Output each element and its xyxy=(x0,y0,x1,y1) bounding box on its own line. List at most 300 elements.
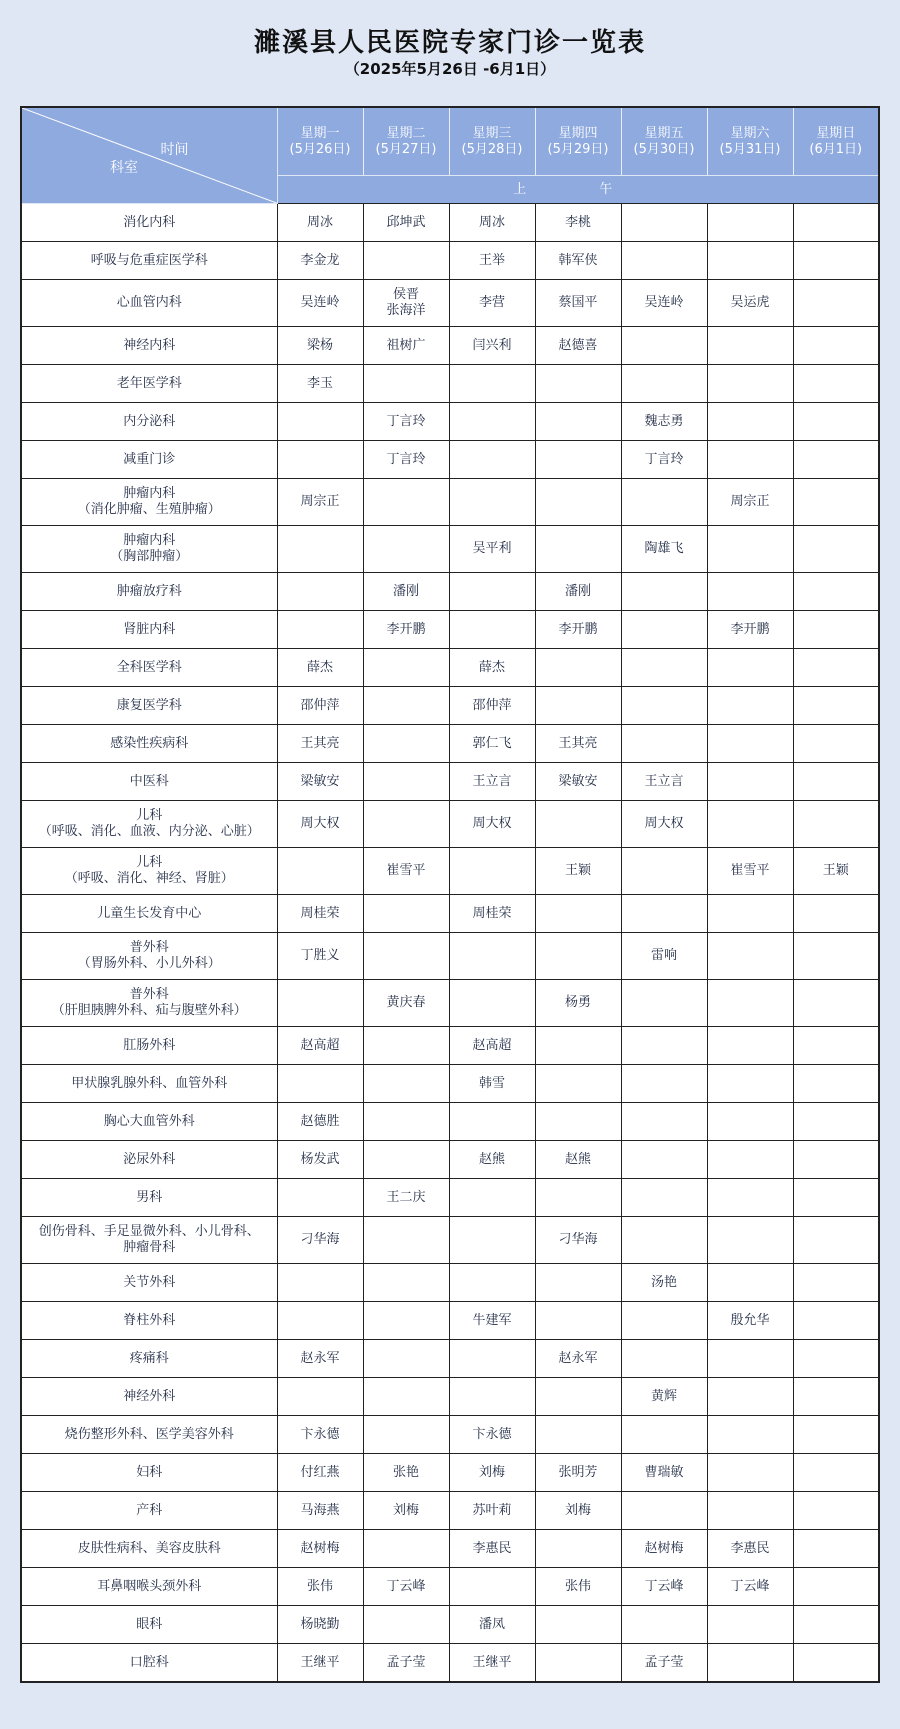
doctor-cell xyxy=(277,526,363,573)
department-cell: 口腔科 xyxy=(21,1644,277,1683)
department-cell: 全科医学科 xyxy=(21,649,277,687)
doctor-cell xyxy=(277,1179,363,1217)
table-row xyxy=(21,526,879,573)
department-cell: 皮肤性病科、美容皮肤科 xyxy=(21,1530,277,1568)
table-row xyxy=(21,1141,879,1179)
doctor-cell xyxy=(621,479,707,526)
doctor-cell: 殷允华 xyxy=(707,1302,793,1340)
doctor-cell: 李开鹏 xyxy=(363,611,449,649)
doctor-cell: 刘梅 xyxy=(363,1492,449,1530)
department-cell: 耳鼻咽喉头颈外科 xyxy=(21,1568,277,1606)
doctor-cell xyxy=(793,365,879,403)
department-cell: 肿瘤内科 （胸部肿瘤） xyxy=(21,526,277,573)
corner-dept-label: 科室 xyxy=(110,160,138,176)
doctor-cell: 张明芳 xyxy=(535,1454,621,1492)
doctor-cell: 周大权 xyxy=(277,801,363,848)
doctor-cell: 王继平 xyxy=(449,1644,535,1683)
doctor-cell: 韩军侠 xyxy=(535,242,621,280)
department-cell: 妇科 xyxy=(21,1454,277,1492)
doctor-cell xyxy=(793,1217,879,1264)
doctor-cell: 刘梅 xyxy=(449,1454,535,1492)
doctor-cell xyxy=(535,1264,621,1302)
doctor-cell xyxy=(277,980,363,1027)
doctor-cell xyxy=(449,1103,535,1141)
doctor-cell: 丁云峰 xyxy=(363,1568,449,1606)
diagonal-divider xyxy=(22,108,277,203)
day-name: 星期一 xyxy=(300,125,340,141)
table-row xyxy=(21,725,879,763)
doctor-cell: 崔雪平 xyxy=(707,848,793,895)
department-cell: 产科 xyxy=(21,1492,277,1530)
doctor-cell xyxy=(707,801,793,848)
table-row xyxy=(21,204,879,242)
department-cell: 肛肠外科 xyxy=(21,1027,277,1065)
doctor-cell: 黄辉 xyxy=(621,1378,707,1416)
doctor-cell xyxy=(793,526,879,573)
doctor-cell xyxy=(277,573,363,611)
department-cell: 普外科 （胃肠外科、小儿外科） xyxy=(21,933,277,980)
doctor-cell xyxy=(449,611,535,649)
doctor-cell xyxy=(449,1179,535,1217)
day-name: 星期四 xyxy=(558,125,598,141)
doctor-cell xyxy=(621,1065,707,1103)
doctor-cell xyxy=(621,1492,707,1530)
doctor-cell: 梁敏安 xyxy=(535,763,621,801)
department-cell: 眼科 xyxy=(21,1606,277,1644)
day-name: 星期二 xyxy=(386,125,426,141)
doctor-cell: 吴连岭 xyxy=(277,280,363,327)
doctor-cell xyxy=(535,403,621,441)
table-row xyxy=(21,980,879,1027)
doctor-cell xyxy=(707,933,793,980)
doctor-cell xyxy=(621,1606,707,1644)
doctor-cell: 王二庆 xyxy=(363,1179,449,1217)
doctor-cell xyxy=(707,1217,793,1264)
doctor-cell xyxy=(621,649,707,687)
doctor-cell: 王颖 xyxy=(793,848,879,895)
doctor-cell xyxy=(707,403,793,441)
doctor-cell: 丁言玲 xyxy=(363,403,449,441)
table-row xyxy=(21,801,879,848)
doctor-cell xyxy=(793,1644,879,1683)
table-row xyxy=(21,280,879,327)
department-cell: 中医科 xyxy=(21,763,277,801)
doctor-cell: 王举 xyxy=(449,242,535,280)
doctor-cell xyxy=(793,1416,879,1454)
doctor-cell: 赵熊 xyxy=(535,1141,621,1179)
department-cell: 肾脏内科 xyxy=(21,611,277,649)
doctor-cell xyxy=(793,327,879,365)
table-row xyxy=(21,242,879,280)
table-row xyxy=(21,687,879,725)
doctor-cell: 侯晋 张海洋 xyxy=(363,280,449,327)
doctor-cell: 黄庆春 xyxy=(363,980,449,1027)
doctor-cell xyxy=(793,1264,879,1302)
doctor-cell xyxy=(277,848,363,895)
doctor-cell xyxy=(363,1065,449,1103)
doctor-cell xyxy=(707,1065,793,1103)
doctor-cell: 丁云峰 xyxy=(707,1568,793,1606)
doctor-cell xyxy=(621,725,707,763)
doctor-cell xyxy=(621,204,707,242)
doctor-cell xyxy=(793,280,879,327)
doctor-cell xyxy=(793,1454,879,1492)
doctor-cell xyxy=(793,1606,879,1644)
doctor-cell xyxy=(535,687,621,725)
day-date: (5月26日) xyxy=(289,141,351,157)
doctor-cell: 李营 xyxy=(449,280,535,327)
doctor-cell xyxy=(535,479,621,526)
doctor-cell: 丁言玲 xyxy=(621,441,707,479)
doctor-cell xyxy=(363,242,449,280)
doctor-cell: 王立言 xyxy=(621,763,707,801)
table-row xyxy=(21,1302,879,1340)
doctor-cell xyxy=(707,649,793,687)
doctor-cell xyxy=(277,1065,363,1103)
doctor-cell: 杨勇 xyxy=(535,980,621,1027)
doctor-cell xyxy=(535,1416,621,1454)
doctor-cell: 王颖 xyxy=(535,848,621,895)
doctor-cell xyxy=(535,1027,621,1065)
doctor-cell: 魏志勇 xyxy=(621,403,707,441)
department-cell: 脊柱外科 xyxy=(21,1302,277,1340)
day-name: 星期六 xyxy=(730,125,770,141)
doctor-cell: 赵德喜 xyxy=(535,327,621,365)
doctor-cell xyxy=(707,242,793,280)
doctor-cell xyxy=(363,479,449,526)
doctor-cell xyxy=(707,1103,793,1141)
department-cell: 肿瘤内科 （消化肿瘤、生殖肿瘤） xyxy=(21,479,277,526)
doctor-cell: 周桂荣 xyxy=(449,895,535,933)
doctor-cell xyxy=(707,1340,793,1378)
table-row xyxy=(21,649,879,687)
department-cell: 男科 xyxy=(21,1179,277,1217)
doctor-cell xyxy=(793,895,879,933)
doctor-cell xyxy=(535,933,621,980)
date-range-subtitle: （2025年5月26日 -6月1日） xyxy=(344,60,556,78)
table-row xyxy=(21,1492,879,1530)
doctor-cell xyxy=(449,1264,535,1302)
doctor-cell: 蔡国平 xyxy=(535,280,621,327)
table-row xyxy=(21,1065,879,1103)
doctor-cell xyxy=(277,611,363,649)
doctor-cell xyxy=(363,526,449,573)
doctor-cell xyxy=(793,1340,879,1378)
department-cell: 儿科 （呼吸、消化、血液、内分泌、心脏） xyxy=(21,801,277,848)
doctor-cell xyxy=(707,1416,793,1454)
doctor-cell xyxy=(449,403,535,441)
table-row xyxy=(21,1454,879,1492)
doctor-cell xyxy=(793,1492,879,1530)
table-row xyxy=(21,1103,879,1141)
doctor-cell xyxy=(449,1340,535,1378)
table-row xyxy=(21,763,879,801)
doctor-cell xyxy=(277,1378,363,1416)
doctor-cell: 李玉 xyxy=(277,365,363,403)
doctor-cell xyxy=(793,763,879,801)
doctor-cell xyxy=(277,1264,363,1302)
doctor-cell xyxy=(621,1027,707,1065)
doctor-cell xyxy=(535,1302,621,1340)
doctor-cell: 周冰 xyxy=(449,204,535,242)
doctor-cell: 张伟 xyxy=(277,1568,363,1606)
doctor-cell xyxy=(793,1179,879,1217)
department-cell: 甲状腺乳腺外科、血管外科 xyxy=(21,1065,277,1103)
doctor-cell xyxy=(621,1302,707,1340)
table-row xyxy=(21,1378,879,1416)
table-row xyxy=(21,573,879,611)
doctor-cell xyxy=(277,1302,363,1340)
table-row xyxy=(21,1340,879,1378)
doctor-cell: 刁华海 xyxy=(535,1217,621,1264)
doctor-cell xyxy=(793,573,879,611)
doctor-cell xyxy=(793,1103,879,1141)
doctor-cell: 赵永军 xyxy=(277,1340,363,1378)
doctor-cell xyxy=(707,895,793,933)
department-cell: 创伤骨科、手足显微外科、小儿骨科、 肿瘤骨科 xyxy=(21,1217,277,1264)
doctor-cell xyxy=(707,327,793,365)
doctor-cell: 周大权 xyxy=(449,801,535,848)
doctor-cell xyxy=(363,1416,449,1454)
doctor-cell xyxy=(535,1103,621,1141)
doctor-cell: 邵仲萍 xyxy=(277,687,363,725)
doctor-cell xyxy=(535,526,621,573)
doctor-cell: 梁杨 xyxy=(277,327,363,365)
table-row xyxy=(21,1416,879,1454)
doctor-cell xyxy=(363,1217,449,1264)
table-row xyxy=(21,327,879,365)
department-cell: 康复医学科 xyxy=(21,687,277,725)
doctor-cell: 赵永军 xyxy=(535,1340,621,1378)
table-row xyxy=(21,1179,879,1217)
doctor-cell: 闫兴利 xyxy=(449,327,535,365)
table-row xyxy=(21,441,879,479)
doctor-cell: 吴运虎 xyxy=(707,280,793,327)
doctor-cell: 王立言 xyxy=(449,763,535,801)
doctor-cell xyxy=(449,1217,535,1264)
table-row xyxy=(21,479,879,526)
doctor-cell xyxy=(793,1530,879,1568)
doctor-cell xyxy=(707,687,793,725)
doctor-cell xyxy=(707,204,793,242)
day-date: (5月29日) xyxy=(547,141,609,157)
day-header-tue xyxy=(363,107,449,176)
doctor-cell xyxy=(621,1141,707,1179)
doctor-cell xyxy=(707,1179,793,1217)
day-name: 星期三 xyxy=(472,125,512,141)
doctor-cell xyxy=(793,1378,879,1416)
doctor-cell xyxy=(621,1340,707,1378)
doctor-cell xyxy=(707,365,793,403)
doctor-cell: 丁胜义 xyxy=(277,933,363,980)
doctor-cell: 李惠民 xyxy=(707,1530,793,1568)
doctor-cell: 潘刚 xyxy=(363,573,449,611)
doctor-cell xyxy=(707,1492,793,1530)
doctor-cell: 王其亮 xyxy=(535,725,621,763)
department-cell: 儿科 （呼吸、消化、神经、肾脏） xyxy=(21,848,277,895)
doctor-cell: 赵德胜 xyxy=(277,1103,363,1141)
doctor-cell xyxy=(363,365,449,403)
doctor-cell xyxy=(621,1179,707,1217)
doctor-cell: 雷响 xyxy=(621,933,707,980)
doctor-cell: 曹瑞敏 xyxy=(621,1454,707,1492)
schedule-body xyxy=(21,204,879,1683)
doctor-cell: 王其亮 xyxy=(277,725,363,763)
department-cell: 心血管内科 xyxy=(21,280,277,327)
doctor-cell xyxy=(363,687,449,725)
doctor-cell xyxy=(535,1606,621,1644)
doctor-cell xyxy=(621,1103,707,1141)
doctor-cell: 郭仁飞 xyxy=(449,725,535,763)
doctor-cell xyxy=(793,1302,879,1340)
doctor-cell xyxy=(707,1454,793,1492)
department-cell: 老年医学科 xyxy=(21,365,277,403)
doctor-cell: 刘梅 xyxy=(535,1492,621,1530)
doctor-cell: 苏叶莉 xyxy=(449,1492,535,1530)
day-name: 星期五 xyxy=(644,125,684,141)
doctor-cell xyxy=(621,327,707,365)
doctor-cell xyxy=(363,1141,449,1179)
doctor-cell: 韩雪 xyxy=(449,1065,535,1103)
day-header-thu xyxy=(535,107,621,176)
department-cell: 消化内科 xyxy=(21,204,277,242)
period-header-morning: 上 午 xyxy=(277,176,879,204)
doctor-cell xyxy=(363,933,449,980)
doctor-cell xyxy=(621,365,707,403)
table-row xyxy=(21,611,879,649)
doctor-cell xyxy=(621,1416,707,1454)
doctor-cell: 陶雄飞 xyxy=(621,526,707,573)
doctor-cell: 卞永德 xyxy=(277,1416,363,1454)
day-name: 星期日 xyxy=(816,125,856,141)
department-cell: 神经外科 xyxy=(21,1378,277,1416)
doctor-cell xyxy=(363,649,449,687)
table-row xyxy=(21,365,879,403)
day-header-mon xyxy=(277,107,363,176)
doctor-cell xyxy=(363,1302,449,1340)
doctor-cell: 赵高超 xyxy=(449,1027,535,1065)
doctor-cell xyxy=(363,1530,449,1568)
doctor-cell xyxy=(363,1340,449,1378)
doctor-cell: 邵仲萍 xyxy=(449,687,535,725)
department-cell: 泌尿外科 xyxy=(21,1141,277,1179)
doctor-cell: 梁敏安 xyxy=(277,763,363,801)
doctor-cell: 丁言玲 xyxy=(363,441,449,479)
doctor-cell: 李开鹏 xyxy=(535,611,621,649)
day-date: (5月30日) xyxy=(633,141,695,157)
doctor-cell xyxy=(535,365,621,403)
department-cell: 减重门诊 xyxy=(21,441,277,479)
doctor-cell: 赵熊 xyxy=(449,1141,535,1179)
doctor-cell xyxy=(449,479,535,526)
doctor-cell xyxy=(277,441,363,479)
doctor-cell xyxy=(535,1378,621,1416)
doctor-cell xyxy=(621,1217,707,1264)
table-row xyxy=(21,1027,879,1065)
doctor-cell xyxy=(535,1530,621,1568)
doctor-cell: 崔雪平 xyxy=(363,848,449,895)
doctor-cell xyxy=(363,895,449,933)
doctor-cell: 张艳 xyxy=(363,1454,449,1492)
doctor-cell xyxy=(707,1141,793,1179)
doctor-cell: 孟子莹 xyxy=(621,1644,707,1683)
table-row xyxy=(21,1217,879,1264)
doctor-cell: 祖树广 xyxy=(363,327,449,365)
doctor-cell: 潘刚 xyxy=(535,573,621,611)
doctor-cell xyxy=(793,1141,879,1179)
doctor-cell xyxy=(793,1065,879,1103)
doctor-cell xyxy=(707,763,793,801)
doctor-cell: 刁华海 xyxy=(277,1217,363,1264)
page-title: 濉溪县人民医院专家门诊一览表 xyxy=(253,28,646,58)
doctor-cell: 丁云峰 xyxy=(621,1568,707,1606)
table-row xyxy=(21,403,879,441)
doctor-cell xyxy=(793,441,879,479)
doctor-cell xyxy=(277,403,363,441)
doctor-cell xyxy=(793,242,879,280)
doctor-cell xyxy=(621,687,707,725)
doctor-cell: 周冰 xyxy=(277,204,363,242)
doctor-cell xyxy=(707,1606,793,1644)
department-cell: 烧伤整形外科、医学美容外科 xyxy=(21,1416,277,1454)
department-cell: 呼吸与危重症医学科 xyxy=(21,242,277,280)
doctor-cell xyxy=(535,1065,621,1103)
doctor-cell xyxy=(449,573,535,611)
doctor-cell xyxy=(793,725,879,763)
day-date: (6月1日) xyxy=(809,141,863,157)
doctor-cell: 周桂荣 xyxy=(277,895,363,933)
doctor-cell xyxy=(793,403,879,441)
doctor-cell xyxy=(707,725,793,763)
doctor-cell xyxy=(449,1568,535,1606)
department-cell: 肿瘤放疗科 xyxy=(21,573,277,611)
doctor-cell: 李惠民 xyxy=(449,1530,535,1568)
doctor-cell xyxy=(621,980,707,1027)
table-row xyxy=(21,1644,879,1683)
doctor-cell: 李金龙 xyxy=(277,242,363,280)
doctor-cell xyxy=(363,725,449,763)
doctor-cell xyxy=(363,801,449,848)
doctor-cell: 周大权 xyxy=(621,801,707,848)
table-row xyxy=(21,1606,879,1644)
doctor-cell xyxy=(363,1606,449,1644)
doctor-cell xyxy=(793,1027,879,1065)
doctor-cell xyxy=(449,365,535,403)
doctor-cell xyxy=(621,895,707,933)
doctor-cell xyxy=(535,801,621,848)
doctor-cell: 赵树梅 xyxy=(277,1530,363,1568)
doctor-cell xyxy=(793,933,879,980)
doctor-cell xyxy=(535,441,621,479)
doctor-cell xyxy=(449,980,535,1027)
doctor-cell xyxy=(707,1378,793,1416)
doctor-cell: 李开鹏 xyxy=(707,611,793,649)
doctor-cell xyxy=(621,848,707,895)
schedule-table xyxy=(20,106,880,1683)
doctor-cell xyxy=(707,1264,793,1302)
doctor-cell xyxy=(363,1264,449,1302)
doctor-cell: 邱坤武 xyxy=(363,204,449,242)
doctor-cell: 牛建军 xyxy=(449,1302,535,1340)
department-cell: 普外科 （肝胆胰脾外科、疝与腹壁外科） xyxy=(21,980,277,1027)
day-date: (5月31日) xyxy=(719,141,781,157)
doctor-cell xyxy=(449,848,535,895)
doctor-cell: 薛杰 xyxy=(277,649,363,687)
doctor-cell: 赵高超 xyxy=(277,1027,363,1065)
day-date: (5月28日) xyxy=(461,141,523,157)
doctor-cell: 杨发武 xyxy=(277,1141,363,1179)
department-cell: 感染性疾病科 xyxy=(21,725,277,763)
